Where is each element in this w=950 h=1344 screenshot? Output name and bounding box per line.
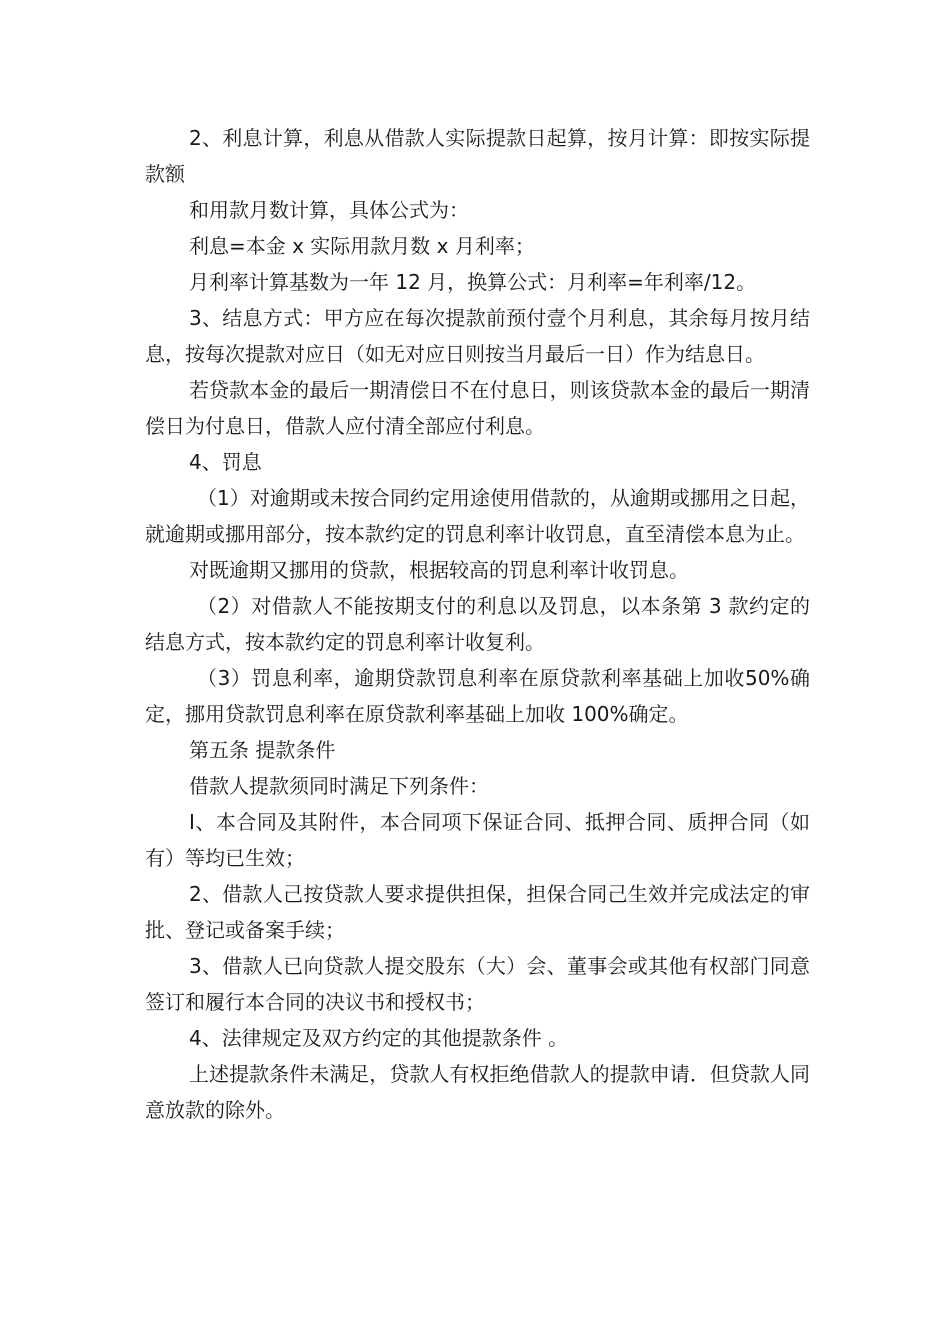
paragraph-interest-formula: 利息=本金 x 实际用款月数 x 月利率； [189, 234, 535, 258]
paragraph-settlement-method: 3、结息方式：甲方应在每次提款前预付壹个月利息，其余每月按月结息，按每次提款对应日（如无对应日则按当月最后一日）作为结息日。 [145, 306, 810, 366]
paragraph-condition-4: 4、法律规定及双方约定的其他提款条件 。 [189, 1026, 569, 1050]
paragraph-conditions-intro: 借款人提款须同时满足下列条件： [189, 774, 489, 798]
paragraph-penalty-heading: 4、罚息 [189, 450, 262, 474]
paragraph-penalty-both: 对既逾期又挪用的贷款，根据较高的罚息利率计收罚息。 [189, 558, 689, 582]
paragraph-conditions-unmet: 上述提款条件未满足，贷款人有权拒绝借款人的提款申请．但贷款人同意放款的除外。 [145, 1062, 810, 1122]
paragraph-condition-2: 2、借款人己按贷款人要求提供担保，担保合同己生效并完成法定的审批、登记或备案手续； [145, 882, 810, 942]
section-heading-article-5: 第五条 提款条件 [189, 738, 336, 762]
paragraph-condition-3: 3、借款人已向贷款人提交股东（大）会、董事会或其他有权部门同意签订和履行本合同的决议书和授权书； [145, 954, 810, 1014]
paragraph-monthly-rate: 月利率计算基数为一年 12 月，换算公式：月利率=年利率/12。 [189, 270, 757, 294]
paragraph-condition-1: I、本合同及其附件，本合同项下保证合同、抵押合同、质押合同（如有）等均已生效； [145, 810, 810, 870]
paragraph-penalty-2: （2）对借款人不能按期支付的利息以及罚息，以本条第 3 款约定的结息方式，按本款约定的罚息利率计收复利。 [145, 594, 810, 654]
paragraph-penalty-3: （3）罚息利率，逾期贷款罚息利率在原贷款利率基础上加收50%确定，挪用贷款罚息利率在原贷款利率基础上加收 100%确定。 [145, 666, 810, 726]
paragraph-final-repayment: 若贷款本金的最后一期清偿日不在付息日，则该贷款本金的最后一期清偿日为付息日，借款人应付清全部应付利息。 [145, 378, 810, 438]
paragraph-interest-calculation: 2、利息计算，利息从借款人实际提款日起算，按月计算：即按实际提款额 [145, 126, 810, 186]
paragraph-penalty-1: （1）对逾期或未按合同约定用途使用借款的，从逾期或挪用之日起，就逾期或挪用部分，按本款约定的罚息利率计收罚息，直至清偿本息为止。 [145, 486, 810, 546]
paragraph-formula-intro: 和用款月数计算，具体公式为： [189, 198, 469, 222]
document-body [145, 120, 810, 1128]
